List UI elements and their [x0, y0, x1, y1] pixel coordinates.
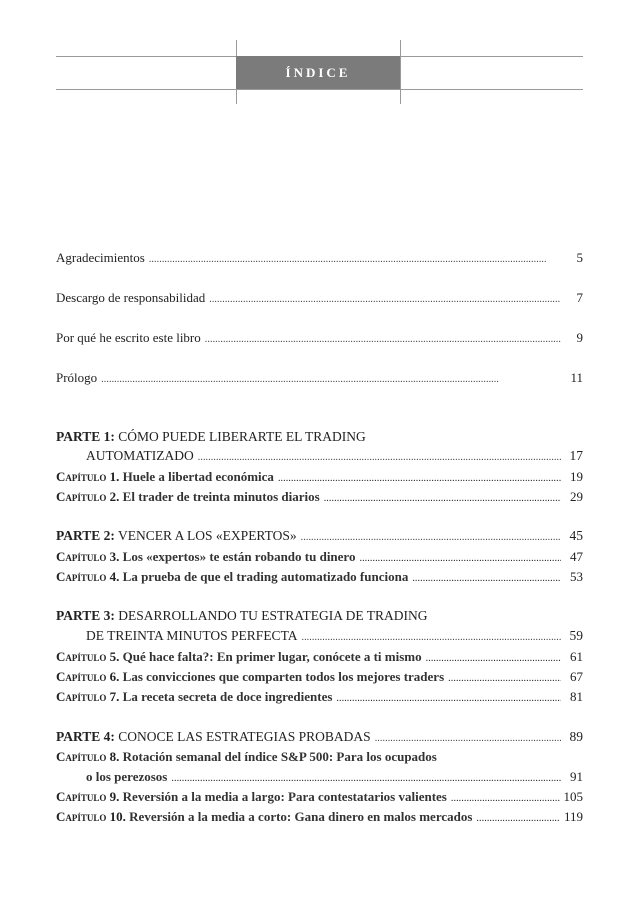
toc-part-3-heading	[56, 608, 583, 626]
leader-dots	[198, 452, 561, 463]
toc-chapter-7[interactable]	[56, 689, 583, 707]
toc-chapter-9[interactable]	[56, 789, 583, 807]
leader-dots	[278, 473, 561, 484]
entry-label: Descargo de responsabilidad	[56, 290, 206, 305]
page-number: 119	[563, 809, 583, 824]
chapter-title: Reversión a la media a largo: Para contestatarios valientes	[122, 789, 447, 804]
page-number: 91	[570, 769, 583, 784]
page-number: 105	[563, 789, 583, 804]
page-number: 53	[570, 569, 583, 584]
page-number: 45	[569, 528, 583, 543]
part-title: CÓMO PUEDE LIBERARTE EL TRADING	[118, 429, 366, 444]
toc-part-4[interactable]	[56, 729, 583, 747]
page-number: 61	[570, 649, 583, 664]
chapter-title: La prueba de que el trading automatizado funciona	[122, 569, 409, 584]
leader-dots	[412, 573, 561, 584]
toc-chapter-6[interactable]	[56, 669, 583, 687]
page-number: 89	[569, 729, 583, 744]
page-number: 7	[576, 290, 583, 305]
toc-chapter-3[interactable]	[56, 549, 583, 567]
entry-label: Por qué he escrito este libro	[56, 330, 201, 345]
leader-dots	[171, 773, 561, 784]
page-number: 81	[570, 689, 583, 704]
toc-chapter-4[interactable]	[56, 569, 583, 587]
toc-entry-prologo[interactable]	[56, 370, 583, 388]
toc-chapter-2[interactable]	[56, 489, 583, 507]
leader-dots	[359, 553, 561, 564]
chapter-title: Los «expertos» te están robando tu dinero	[122, 549, 356, 564]
leader-dots	[448, 673, 561, 684]
leader-dots	[101, 374, 561, 385]
toc-entry-agradecimientos[interactable]	[56, 250, 583, 268]
page-number: 17	[569, 448, 583, 463]
part-number: PARTE 2:	[56, 528, 115, 543]
chapter-number: Capítulo 5.	[56, 649, 120, 664]
header-rule-bottom	[56, 89, 583, 90]
toc-chapter-1[interactable]	[56, 469, 583, 487]
part-title: CONOCE LAS ESTRATEGIAS PROBADAS	[118, 729, 371, 744]
part-number: PARTE 3:	[56, 608, 115, 623]
toc-part-2[interactable]	[56, 528, 583, 546]
toc-part-3[interactable]	[86, 628, 583, 646]
part-title: DESARROLLANDO TU ESTRATEGIA DE TRADING	[118, 608, 428, 623]
part-number: PARTE 1:	[56, 429, 115, 444]
toc-part-1-heading	[56, 429, 583, 447]
page-title: ÍNDICE	[236, 56, 400, 89]
toc-chapter-5[interactable]	[56, 649, 583, 667]
chapter-number: Capítulo 3.	[56, 549, 120, 564]
toc-entry-por-que[interactable]	[56, 330, 583, 348]
leader-dots	[209, 294, 561, 305]
leader-dots	[149, 254, 561, 265]
leader-dots	[451, 793, 560, 804]
chapter-title: Huele a libertad económica	[122, 469, 274, 484]
chapter-title: Qué hace falta?: En primer lugar, conócete a ti mismo	[122, 649, 422, 664]
page-number: 19	[570, 469, 583, 484]
leader-dots	[426, 653, 561, 664]
toc-chapter-10[interactable]	[56, 809, 583, 827]
chapter-title: La receta secreta de doce ingredientes	[122, 689, 333, 704]
page-number: 11	[570, 370, 583, 385]
part-title-continued: AUTOMATIZADO	[86, 448, 194, 463]
leader-dots	[324, 493, 561, 504]
leader-dots	[476, 813, 560, 824]
chapter-title-continued: o los perezosos	[86, 769, 168, 784]
page-number: 59	[569, 628, 583, 643]
leader-dots	[375, 733, 561, 744]
chapter-number: Capítulo 4.	[56, 569, 120, 584]
leader-dots	[205, 334, 561, 345]
page-number: 29	[570, 489, 583, 504]
toc-chapter-8[interactable]	[86, 769, 583, 787]
part-title-continued: DE TREINTA MINUTOS PERFECTA	[86, 628, 298, 643]
part-title: VENCER A LOS «EXPERTOS»	[118, 528, 297, 543]
chapter-number: Capítulo 7.	[56, 689, 120, 704]
toc-chapter-8-heading	[56, 749, 583, 767]
toc-part-1[interactable]	[86, 448, 583, 466]
chapter-number: Capítulo 8.	[56, 749, 120, 764]
entry-label: Prólogo	[56, 370, 98, 385]
part-number: PARTE 4:	[56, 729, 115, 744]
page-number: 9	[576, 330, 583, 345]
page-number: 5	[576, 250, 583, 265]
chapter-number: Capítulo 1.	[56, 469, 120, 484]
chapter-number: Capítulo 9.	[56, 789, 120, 804]
toc-entry-descargo[interactable]	[56, 290, 583, 308]
chapter-title: El trader de treinta minutos diarios	[122, 489, 320, 504]
chapter-number: Capítulo 6.	[56, 669, 120, 684]
entry-label: Agradecimientos	[56, 250, 145, 265]
page-number: 67	[570, 669, 583, 684]
chapter-title: Las convicciones que comparten todos los mejores traders	[122, 669, 445, 684]
chapter-number: Capítulo 2.	[56, 489, 120, 504]
header-rule-right	[400, 40, 401, 104]
chapter-title: Rotación semanal del índice S&P 500: Para los ocupados	[122, 749, 437, 764]
page-number: 47	[570, 549, 583, 564]
leader-dots	[301, 532, 561, 543]
chapter-title: Reversión a la media a corto: Gana dinero en malos mercados	[129, 809, 473, 824]
chapter-number: Capítulo 10.	[56, 809, 126, 824]
leader-dots	[301, 632, 561, 643]
leader-dots	[336, 693, 561, 704]
